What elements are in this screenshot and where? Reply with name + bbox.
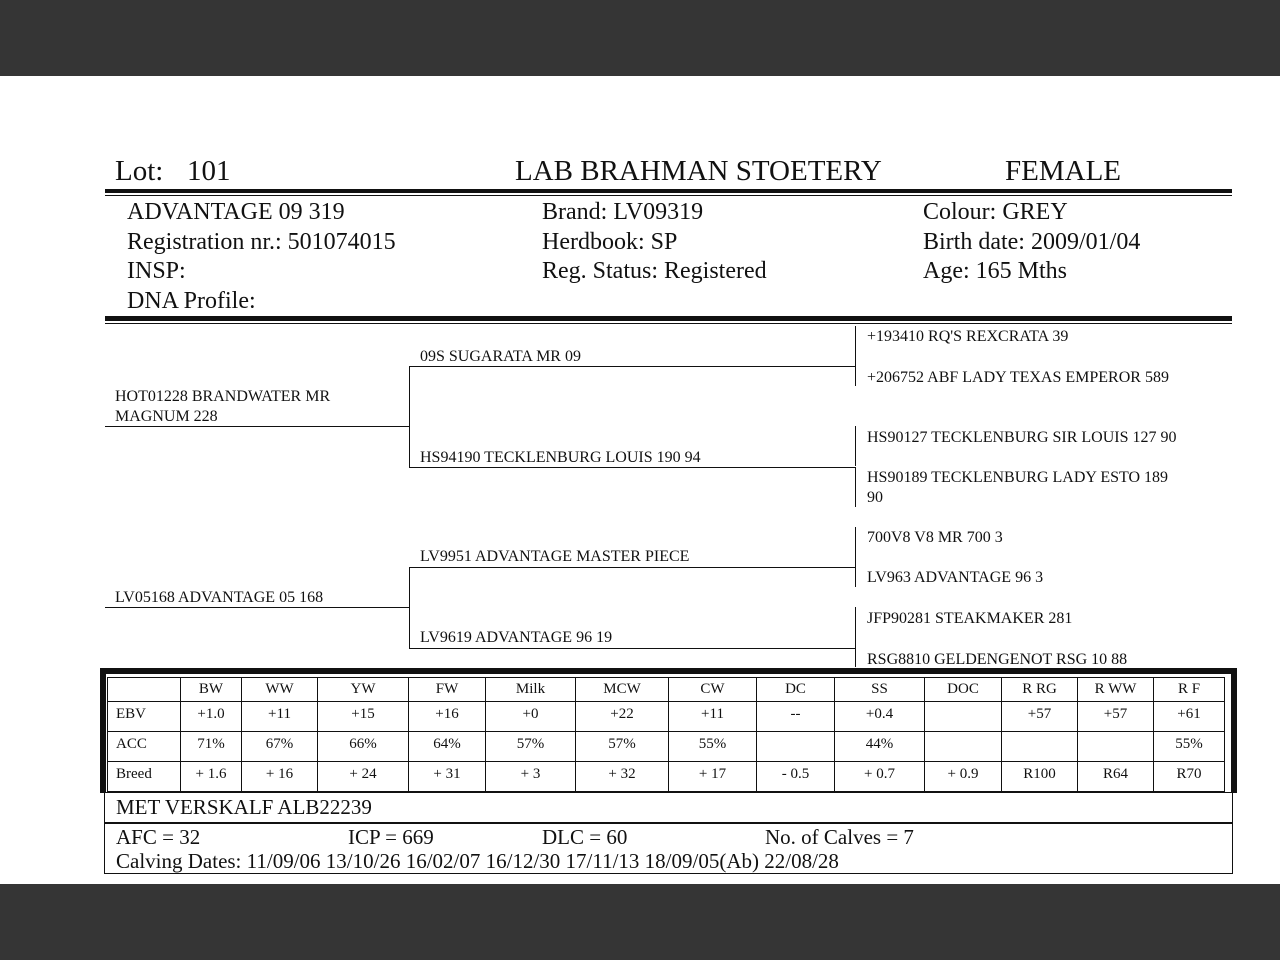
acc-cell: 71% (181, 732, 242, 762)
g3-ancestor-4: HS90189 TECKLENBURG LADY ESTO 189 (867, 469, 1169, 486)
ebv-col-header: BW (181, 678, 242, 702)
dam-branch (409, 567, 410, 648)
ebv-cell: +22 (576, 702, 669, 732)
ebv-col-header: R F (1154, 678, 1225, 702)
breed-cell: R70 (1154, 762, 1225, 792)
g3-ancestor-6: LV963 ADVANTAGE 96 3 (867, 569, 1044, 586)
breed-cell: + 16 (242, 762, 318, 792)
breed-cell: + 24 (318, 762, 409, 792)
acc-cell (1078, 732, 1154, 762)
breed-row (108, 762, 1225, 792)
acc-cell (925, 732, 1002, 762)
insp-field: INSP: (127, 258, 186, 284)
ebv-col-header (108, 678, 181, 702)
breed-cell: + 0.9 (925, 762, 1002, 792)
dam-dam-line (409, 648, 856, 649)
sire-dam-name: HS94190 TECKLENBURG LOUIS 190 94 (420, 449, 701, 466)
dlc-value: DLC = 60 (542, 825, 628, 849)
g3-bracket-4 (855, 607, 856, 667)
breed-cell: + 17 (669, 762, 757, 792)
reg-status-field: Reg. Status: Registered (542, 258, 767, 284)
ebv-cell: +1.0 (181, 702, 242, 732)
ebv-col-header: WW (242, 678, 318, 702)
ebv-col-header: CW (669, 678, 757, 702)
breed-cell: R64 (1078, 762, 1154, 792)
acc-cell (1002, 732, 1078, 762)
acc-cell: 66% (318, 732, 409, 762)
ebv-cell: +0.4 (835, 702, 925, 732)
top-letterbox-band (0, 0, 1280, 76)
ebv-col-header: SS (835, 678, 925, 702)
ebv-cell: -- (757, 702, 835, 732)
catalogue-page (0, 76, 1280, 884)
ebv-frame-left (100, 668, 106, 793)
ebv-col-header: MCW (576, 678, 669, 702)
sex-label: FEMALE (1005, 155, 1121, 187)
breed-cell: + 1.6 (181, 762, 242, 792)
ebv-row-label: EBV (108, 702, 181, 732)
ebv-cell: +61 (1154, 702, 1225, 732)
g3-ancestor-4-line2: 90 (867, 489, 883, 506)
dna-profile-field: DNA Profile: (127, 288, 256, 314)
breed-cell: + 32 (576, 762, 669, 792)
g3-bracket-3b (855, 567, 856, 587)
breed-cell: - 0.5 (757, 762, 835, 792)
acc-cell: 64% (409, 732, 486, 762)
acc-cell: 55% (669, 732, 757, 762)
breed-cell: + 3 (486, 762, 576, 792)
acc-cell: 67% (242, 732, 318, 762)
ebv-cell: +11 (669, 702, 757, 732)
brand-field: Brand: LV09319 (542, 199, 704, 225)
icp-value: ICP = 669 (348, 825, 434, 849)
ebv-col-header: Milk (486, 678, 576, 702)
ebv-col-header: R RG (1002, 678, 1078, 702)
g3-bracket-1 (855, 326, 856, 386)
acc-row (108, 732, 1225, 762)
calf-info: MET VERSKALF ALB22239 (116, 795, 372, 819)
ebv-col-header: DOC (925, 678, 1002, 702)
sire-name: HOT01228 BRANDWATER MR (115, 388, 331, 405)
lot-number: 101 (187, 155, 231, 187)
breed-cell: + 0.7 (835, 762, 925, 792)
g3-ancestor-7: JFP90281 STEAKMAKER 281 (867, 610, 1073, 627)
acc-cell: 57% (576, 732, 669, 762)
calving-dates: Calving Dates: 11/09/06 13/10/26 16/02/07 16/12/30 17/11/13 18/09/05(Ab) 22/08/28 (116, 849, 839, 873)
g3-ancestor-3: HS90127 TECKLENBURG SIR LOUIS 127 90 (867, 429, 1177, 446)
dam-sire-name: LV9951 ADVANTAGE MASTER PIECE (420, 548, 690, 565)
dam-name: LV05168 ADVANTAGE 05 168 (115, 589, 324, 606)
ebv-col-header: R WW (1078, 678, 1154, 702)
ebv-header-row (108, 678, 1225, 702)
dam-sire-line (409, 567, 856, 568)
acc-cell: 57% (486, 732, 576, 762)
acc-cell: 55% (1154, 732, 1225, 762)
breed-cell: + 31 (409, 762, 486, 792)
ebv-cell: +15 (318, 702, 409, 732)
ebv-cell: +16 (409, 702, 486, 732)
calf-box (104, 792, 1233, 824)
bottom-letterbox-band (0, 884, 1280, 960)
g3-bracket-2b (855, 467, 856, 507)
ebv-row (108, 702, 1225, 732)
dam-dam-name: LV9619 ADVANTAGE 96 19 (420, 629, 613, 646)
ebv-cell: +11 (242, 702, 318, 732)
colour-field: Colour: GREY (923, 199, 1068, 225)
afc-value: AFC = 32 (116, 825, 201, 849)
breeder-name: LAB BRAHMAN STOETERY (515, 155, 882, 187)
g3-bracket-2 (855, 426, 856, 466)
g3-ancestor-1: +193410 RQ'S REXCRATA 39 (867, 328, 1069, 345)
herdbook-field: Herdbook: SP (542, 229, 678, 255)
g3-bracket-3 (855, 527, 856, 567)
ebv-frame-top (100, 668, 1237, 674)
animal-name: ADVANTAGE 09 319 (127, 199, 345, 225)
registration-number: Registration nr.: 501074015 (127, 229, 396, 255)
sire-name-line2: MAGNUM 228 (115, 408, 218, 425)
ebv-cell: +57 (1002, 702, 1078, 732)
info-rule-thin (105, 323, 1232, 324)
g3-ancestor-8: RSG8810 GELDENGENOT RSG 10 88 (867, 651, 1128, 668)
ebv-cell (925, 702, 1002, 732)
ebv-cell: +57 (1078, 702, 1154, 732)
info-rule-thick (105, 316, 1232, 321)
sire-branch (409, 366, 410, 467)
age-field: Age: 165 Mths (923, 258, 1067, 284)
ebv-frame-right (1231, 668, 1237, 793)
header-rule-thick (105, 189, 1232, 193)
g3-ancestor-2: +206752 ABF LADY TEXAS EMPEROR 589 (867, 369, 1169, 386)
ebv-table (107, 677, 1225, 792)
acc-row-label: ACC (108, 732, 181, 762)
header-rule-thin (105, 195, 1232, 196)
ebv-col-header: YW (318, 678, 409, 702)
lot-label: Lot: (115, 155, 164, 187)
acc-cell: 44% (835, 732, 925, 762)
fertility-box (104, 822, 1233, 874)
breed-cell: R100 (1002, 762, 1078, 792)
ebv-col-header: FW (409, 678, 486, 702)
breed-row-label: Breed (108, 762, 181, 792)
acc-cell (757, 732, 835, 762)
ebv-cell: +0 (486, 702, 576, 732)
calves-count: No. of Calves = 7 (765, 825, 914, 849)
sire-sire-name: 09S SUGARATA MR 09 (420, 348, 581, 365)
g3-ancestor-5: 700V8 V8 MR 700 3 (867, 529, 1003, 546)
birth-date-field: Birth date: 2009/01/04 (923, 229, 1141, 255)
ebv-col-header: DC (757, 678, 835, 702)
